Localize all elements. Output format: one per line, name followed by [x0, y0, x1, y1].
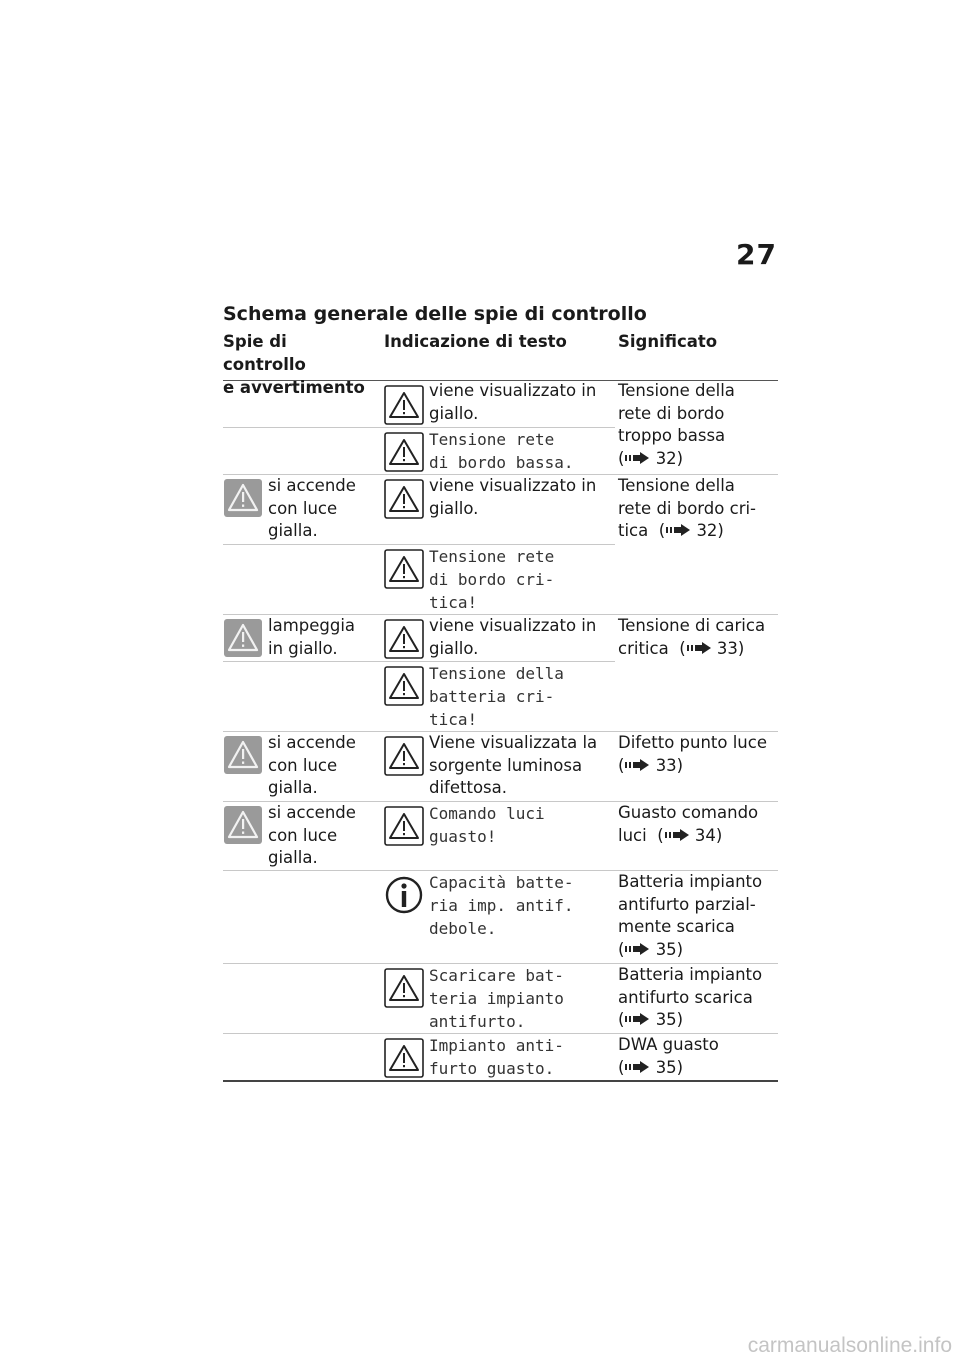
meaning-line: Tensione della: [618, 476, 735, 495]
lamp-line: con luce: [268, 498, 338, 518]
page-reference[interactable]: [618, 520, 756, 543]
display-message: [429, 545, 554, 614]
meaning-line: mente scarica: [618, 917, 735, 936]
ref-paren: (: [618, 1057, 625, 1077]
display-line: Tensione della: [429, 664, 564, 683]
meaning-text: [618, 732, 767, 777]
display-line: debole.: [429, 919, 497, 938]
lamp-text: [268, 475, 356, 543]
display-line: giallo.: [429, 638, 479, 658]
header-col1: [223, 330, 373, 399]
meaning-line: antifurto scarica: [618, 987, 753, 1007]
watermark: carmanualsonline.info: [747, 1334, 952, 1357]
meaning-line: rete di bordo cri-: [618, 498, 757, 518]
ref-paren: (: [618, 939, 625, 959]
ref-page: 32): [696, 521, 724, 540]
lamp-line: si accende: [268, 803, 356, 822]
ref-paren: (: [618, 1010, 625, 1029]
section-title: Schema generale delle spie di controllo: [223, 303, 647, 325]
page-reference[interactable]: [618, 825, 758, 848]
display-message: [429, 662, 564, 731]
warning-triangle-icon: [384, 432, 424, 472]
ref-paren: (: [658, 521, 666, 540]
warning-triangle-icon: [384, 549, 424, 589]
display-line: viene visualizzato in: [429, 381, 597, 400]
table-bottom-border: [223, 1080, 778, 1082]
row-divider: [223, 544, 615, 545]
reference-arrow-icon: [665, 523, 691, 537]
lamp-line: si accende: [268, 476, 356, 495]
reference-arrow-icon: [624, 1060, 650, 1074]
ref-paren: (: [618, 755, 625, 775]
display-line: Comando luci: [429, 804, 545, 823]
lamp-line: con luce: [268, 825, 338, 845]
lamp-line: gialla.: [268, 521, 318, 540]
ref-paren: (: [657, 825, 664, 845]
meaning-text: [618, 1034, 719, 1079]
header-col3: Significato: [618, 332, 718, 351]
display-line: di bordo cri-: [429, 570, 555, 589]
lamp-line: in giallo.: [268, 638, 338, 658]
reference-arrow-icon: [664, 828, 690, 842]
display-line: Tensione rete: [429, 547, 555, 566]
display-line: guasto!: [429, 827, 497, 846]
lamp-text: [268, 802, 356, 870]
display-line: giallo.: [429, 403, 479, 423]
meaning-line: critica: [618, 638, 669, 658]
display-message: [429, 1034, 564, 1080]
lamp-line: con luce: [268, 755, 338, 775]
display-message: [429, 428, 574, 474]
display-line: sorgente luminosa: [429, 755, 583, 775]
meaning-text: [618, 802, 758, 847]
page-reference[interactable]: [618, 755, 767, 778]
display-message: [429, 964, 564, 1033]
meaning-line: Batteria impianto: [618, 965, 763, 984]
meaning-text: [618, 475, 756, 543]
info-icon: [384, 875, 424, 915]
warning-lamp-icon: [224, 619, 262, 657]
display-text: [429, 615, 596, 660]
display-line: furto guasto.: [429, 1059, 555, 1078]
ref-page: 33): [716, 638, 745, 658]
reference-arrow-icon: [624, 942, 650, 956]
display-text: [429, 380, 596, 425]
display-line: tica!: [429, 593, 478, 612]
page-reference[interactable]: [618, 638, 765, 661]
warning-triangle-icon: [384, 968, 424, 1008]
ref-paren: (: [679, 638, 686, 658]
lamp-line: si accende: [268, 733, 356, 752]
display-line: viene visualizzato in: [429, 476, 597, 495]
meaning-line: Batteria impianto: [618, 872, 763, 891]
meaning-line: luci: [618, 825, 647, 845]
display-line: difettosa.: [429, 778, 508, 797]
page-reference[interactable]: [618, 448, 735, 471]
header-col1-line1: Spie di controllo: [223, 332, 306, 374]
page-reference[interactable]: [618, 939, 762, 962]
meaning-line: antifurto parzial-: [618, 894, 756, 914]
display-line: viene visualizzato in: [429, 616, 597, 635]
display-line: Tensione rete: [429, 430, 555, 449]
display-line: Scaricare bat-: [429, 966, 564, 985]
reference-arrow-icon: [624, 1012, 650, 1026]
display-line: Viene visualizzata la: [429, 733, 598, 752]
ref-page: 35): [655, 1057, 684, 1077]
meaning-line: rete di bordo: [618, 403, 725, 423]
row-divider: [223, 427, 385, 428]
display-text: [429, 475, 596, 520]
meaning-line: Tensione della: [618, 381, 735, 400]
meaning-line: troppo bassa: [618, 426, 726, 445]
display-line: antifurto.: [429, 1012, 526, 1031]
display-message: [429, 871, 574, 940]
display-line: Capacità batte-: [429, 873, 574, 892]
display-line: Impianto anti-: [429, 1036, 564, 1055]
lamp-text: [268, 615, 355, 660]
display-line: teria impianto: [429, 989, 564, 1008]
ref-page: 33): [655, 755, 684, 775]
display-line: ria imp. antif.: [429, 896, 574, 915]
header-col2: Indicazione di testo: [384, 332, 567, 351]
display-message: [429, 802, 545, 848]
warning-triangle-icon: [384, 806, 424, 846]
meaning-text: [618, 615, 765, 660]
reference-arrow-icon: [624, 451, 650, 465]
warning-triangle-icon: [384, 619, 424, 659]
display-line: tica!: [429, 710, 478, 729]
meaning-text: [618, 964, 762, 1032]
page-reference[interactable]: [618, 1057, 719, 1080]
meaning-line: DWA guasto: [618, 1035, 719, 1054]
warning-triangle-icon: [384, 666, 424, 706]
meaning-line: Difetto punto luce: [618, 733, 767, 752]
warning-lamp-icon: [224, 806, 262, 844]
meaning-text: [618, 871, 762, 961]
meaning-text: [618, 380, 735, 470]
header-col1-line2: e avvertimento: [223, 378, 365, 397]
reference-arrow-icon: [686, 641, 712, 655]
display-text: [429, 732, 597, 800]
page-reference[interactable]: [618, 1009, 762, 1032]
display-line: giallo.: [429, 498, 479, 518]
ref-paren: (: [618, 448, 625, 468]
lamp-text: [268, 732, 356, 800]
lamp-line: lampeggia: [268, 616, 356, 635]
ref-page: 35): [655, 939, 684, 959]
lamp-line: gialla.: [268, 778, 318, 797]
warning-lamp-icon: [224, 736, 262, 774]
page-number: 27: [736, 238, 777, 271]
lamp-line: gialla.: [268, 848, 318, 867]
ref-page: 35): [655, 1010, 684, 1029]
ref-page: 34): [694, 825, 723, 845]
meaning-line: tica: [618, 521, 649, 540]
meaning-line: Guasto comando: [618, 803, 759, 822]
warning-triangle-icon: [384, 385, 424, 425]
warning-triangle-icon: [384, 1038, 424, 1078]
warning-lamp-icon: [224, 479, 262, 517]
warning-triangle-icon: [384, 479, 424, 519]
warning-triangle-icon: [384, 736, 424, 776]
display-line: batteria cri-: [429, 687, 555, 706]
reference-arrow-icon: [624, 758, 650, 772]
meaning-line: Tensione di carica: [618, 616, 766, 635]
display-line: di bordo bassa.: [429, 453, 574, 472]
ref-page: 32): [655, 448, 684, 468]
